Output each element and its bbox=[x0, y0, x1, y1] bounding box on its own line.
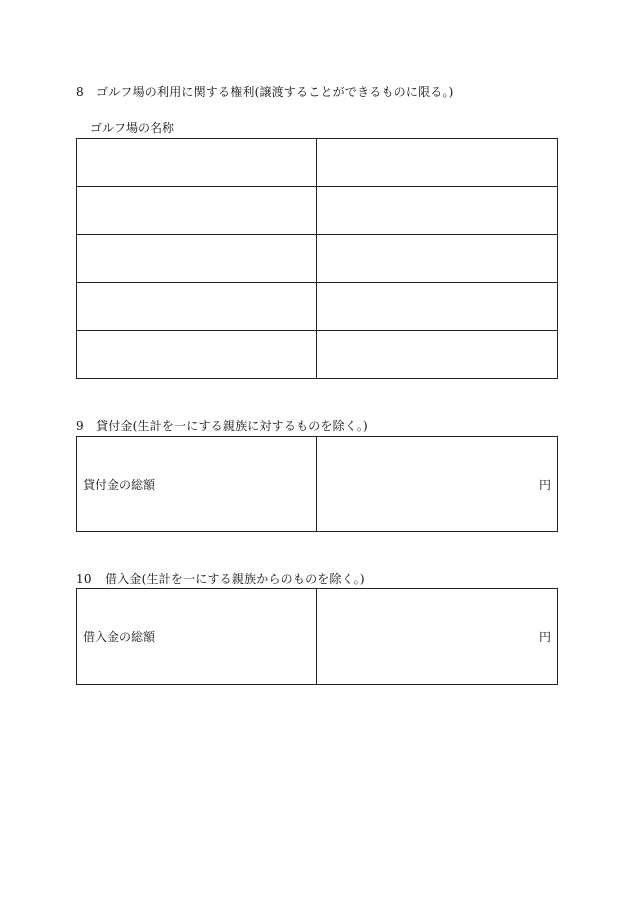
golf-course-name-label: ゴルフ場の名称 bbox=[90, 121, 175, 135]
golf-course-value-cell[interactable] bbox=[317, 331, 558, 379]
golf-course-value-cell[interactable] bbox=[317, 187, 558, 235]
table-row bbox=[77, 437, 558, 532]
golf-course-value-cell[interactable] bbox=[317, 283, 558, 331]
table-row bbox=[77, 235, 558, 283]
section-9-heading bbox=[76, 419, 368, 433]
golf-course-name-cell[interactable] bbox=[77, 283, 317, 331]
section-8-heading bbox=[76, 85, 454, 99]
golf-course-value-cell[interactable] bbox=[317, 139, 558, 187]
section-9-number: 9 bbox=[76, 419, 84, 433]
table-row bbox=[77, 283, 558, 331]
section-8-title: ゴルフ場の利用に関する権利(譲渡することができるものに限る。) bbox=[96, 85, 454, 99]
table-row bbox=[77, 331, 558, 379]
loans-receivable-total-label: 貸付金の総額 bbox=[77, 437, 317, 532]
section-9-title: 貸付金(生計を一にする親族に対するものを除く。) bbox=[96, 419, 368, 433]
table-row bbox=[77, 139, 558, 187]
section-10-title: 借入金(生計を一にする親族からのものを除く。) bbox=[105, 572, 365, 586]
table-row bbox=[77, 589, 558, 685]
yen-unit: 円 bbox=[538, 630, 551, 644]
yen-unit: 円 bbox=[538, 477, 551, 492]
golf-course-name-cell[interactable] bbox=[77, 331, 317, 379]
borrowings-total-label: 借入金の総額 bbox=[77, 589, 317, 685]
section-10-heading bbox=[76, 572, 365, 586]
section-8-number: 8 bbox=[76, 85, 84, 99]
section-10-number: 10 bbox=[76, 572, 92, 586]
golf-course-name-cell[interactable] bbox=[77, 235, 317, 283]
golf-course-table bbox=[76, 138, 558, 379]
golf-course-value-cell[interactable] bbox=[317, 235, 558, 283]
golf-course-name-cell[interactable] bbox=[77, 187, 317, 235]
golf-course-name-cell[interactable] bbox=[77, 139, 317, 187]
table-row bbox=[77, 187, 558, 235]
loans-receivable-total-field[interactable] bbox=[317, 437, 558, 532]
borrowings-total-field[interactable] bbox=[317, 589, 558, 685]
borrowings-table bbox=[76, 588, 558, 685]
loans-receivable-table bbox=[76, 436, 558, 532]
